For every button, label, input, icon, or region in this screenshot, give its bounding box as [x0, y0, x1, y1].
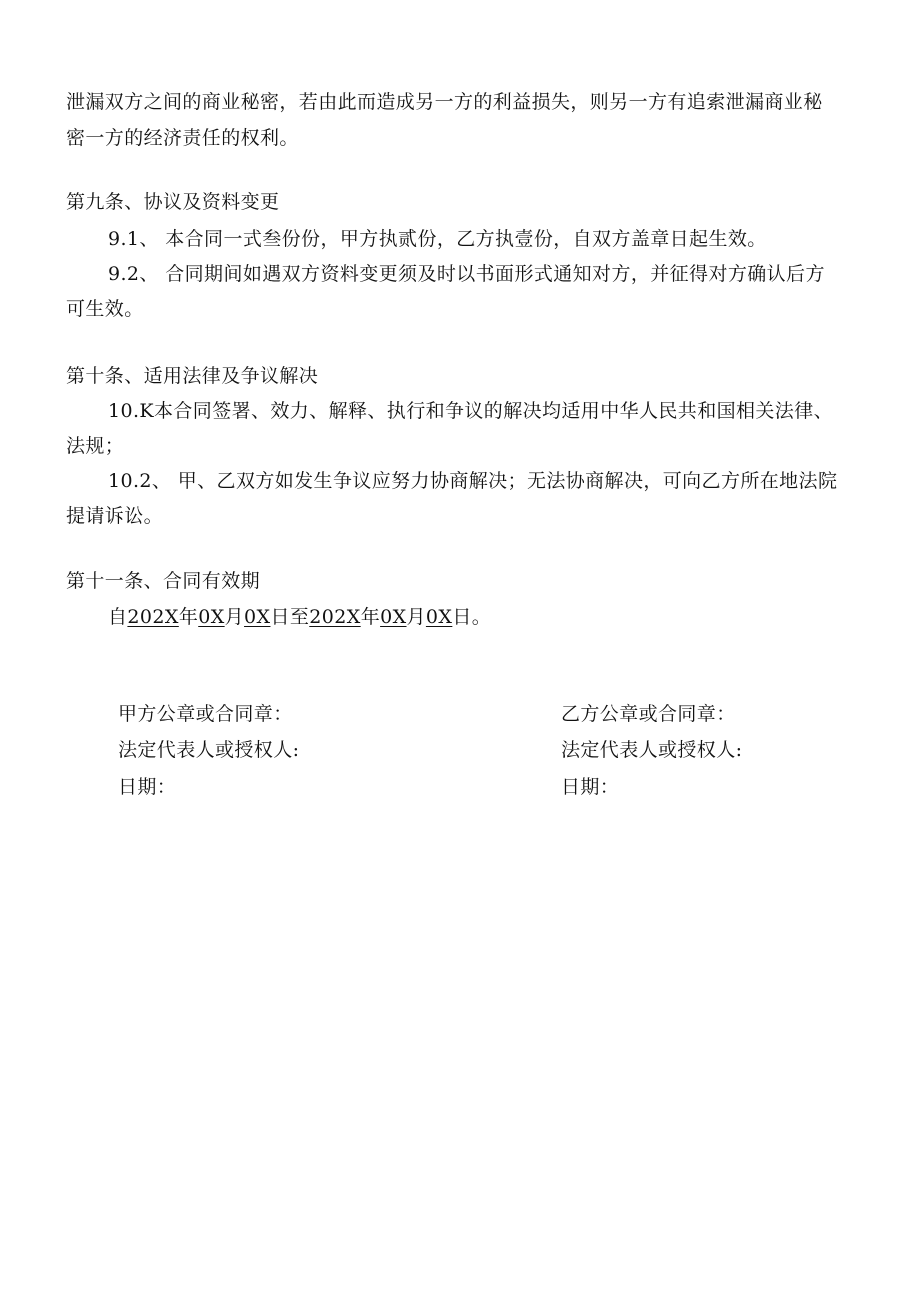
clause-9-2-line-2: 可生效。 — [66, 298, 144, 320]
intro-line-2: 密一方的经济责任的权利。 — [66, 127, 299, 149]
clause-10-2-line-1: 10.2、 甲、乙双方如发生争议应努力协商解决；无法协商解决，可向乙方所在地法院 — [108, 470, 838, 492]
party-a-seal-label: 甲方公章或合同章： — [118, 703, 293, 725]
party-b-seal-label: 乙方公章或合同章： — [561, 703, 736, 725]
party-b-rep-label: 法定代表人或授权人: — [561, 739, 743, 761]
period-text-from: 自 — [108, 606, 128, 628]
validity-period — [108, 605, 491, 629]
period-text-month: 月 — [224, 606, 245, 628]
clause-10-2-line-2: 提请诉讼。 — [66, 505, 164, 527]
article-11-title: 第十一条、合同有效期 — [66, 570, 261, 592]
period-text-year: 年 — [178, 606, 199, 628]
article-9-title: 第九条、协议及资料变更 — [66, 191, 280, 213]
party-b-date-label: 日期： — [561, 776, 620, 798]
end-year: 202X — [309, 606, 361, 628]
clause-10-1-line-1: 10.K本合同签署、效力、解释、执行和争议的解决均适用中华人民共和国相关法律、 — [108, 400, 834, 422]
intro-line-1: 泄漏双方之间的商业秘密，若由此而造成另一方的利益损失，则另一方有追索泄漏商业秘 — [66, 91, 823, 113]
party-a-rep-label: 法定代表人或授权人: — [118, 739, 300, 761]
start-month: 0X — [198, 606, 225, 628]
start-day: 0X — [244, 606, 271, 628]
period-text-month-2: 月 — [406, 606, 426, 628]
end-month: 0X — [380, 606, 407, 628]
party-a-date-label: 日期： — [118, 776, 177, 798]
clause-10-1-line-2: 法规； — [66, 435, 125, 457]
start-year: 202X — [127, 606, 179, 628]
period-text-year-2: 年 — [360, 606, 381, 628]
article-10-title: 第十条、适用法律及争议解决 — [66, 365, 319, 387]
clause-9-2-line-1: 9.2、 合同期间如遇双方资料变更须及时以书面形式通知对方，并征得对方确认后方 — [108, 263, 825, 285]
end-day: 0X — [425, 606, 453, 628]
period-text-end: 日。 — [452, 606, 492, 628]
clause-9-1: 9.1、 本合同一式叁份份，甲方执贰份，乙方执壹份，自双方盖章日起生效。 — [108, 228, 767, 250]
period-text-to: 日至 — [270, 606, 310, 628]
